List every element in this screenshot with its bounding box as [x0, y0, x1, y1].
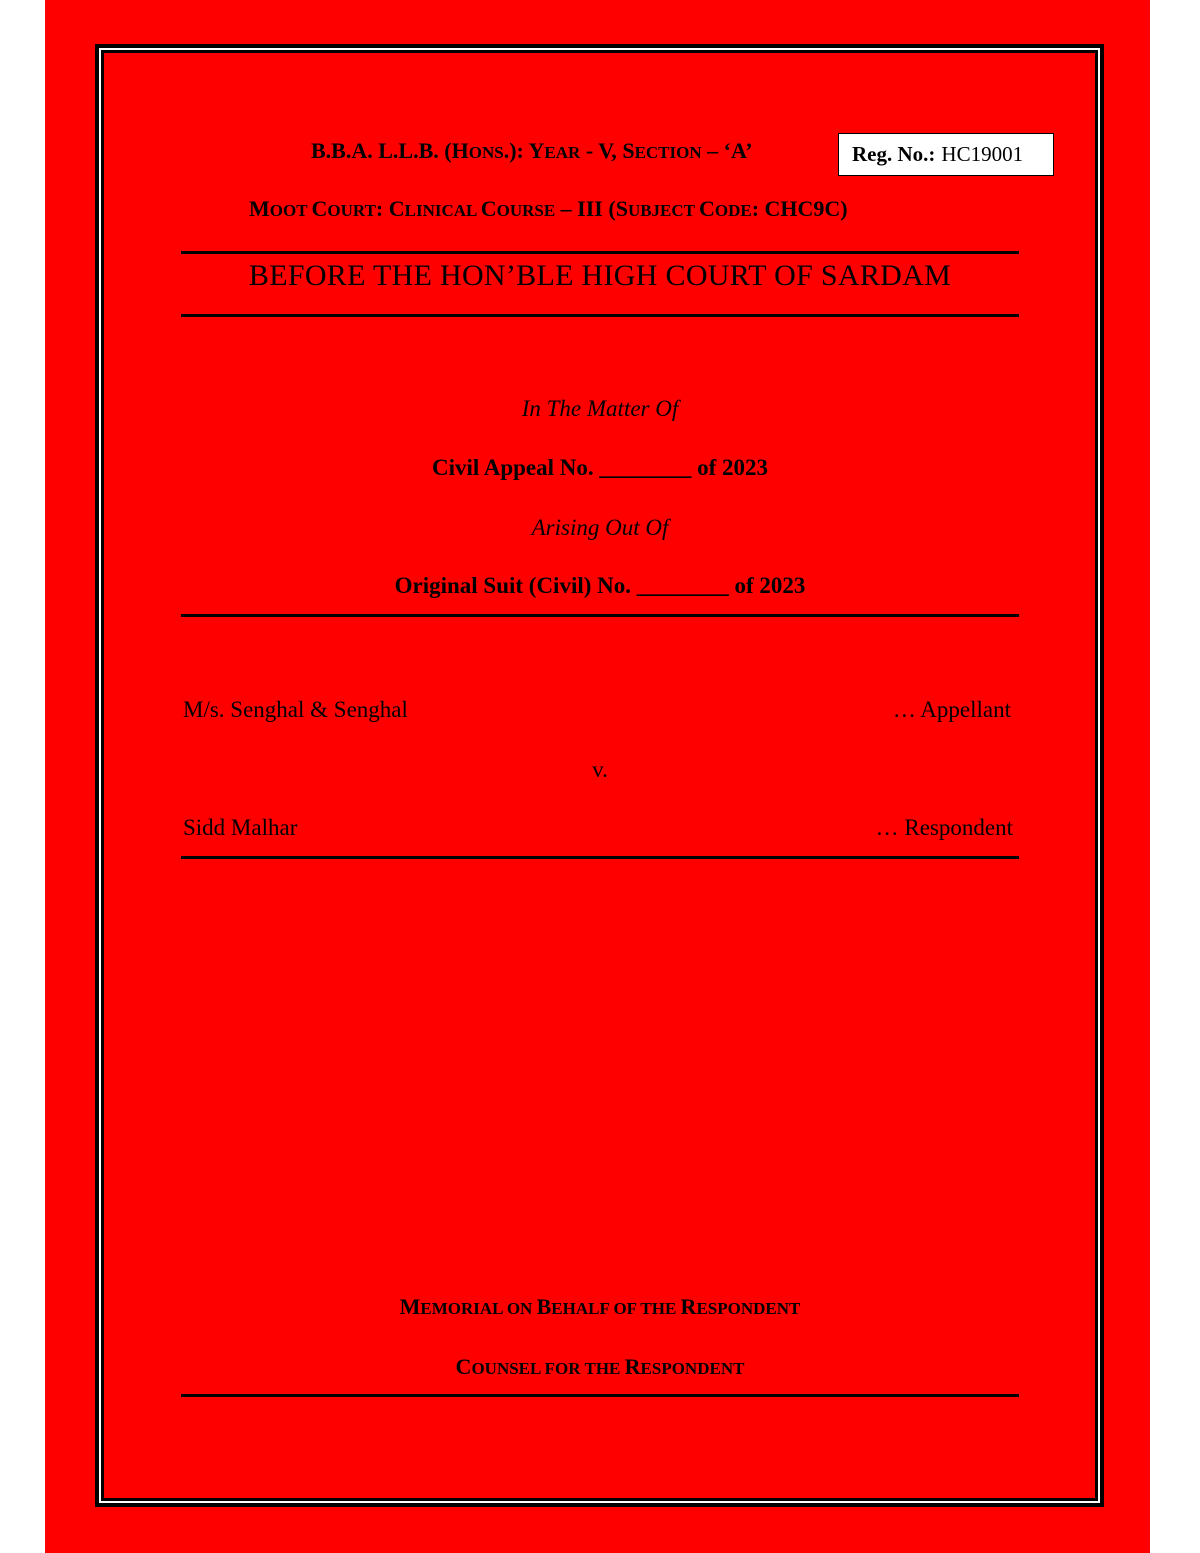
versus: v. [592, 757, 608, 782]
matter-rule [181, 614, 1019, 617]
in-the-matter-of: In The Matter Of [521, 396, 679, 421]
memorial-line: MEMORIAL ON BEHALF OF THE RESPONDENT [399, 1294, 801, 1319]
parties-rule [181, 856, 1019, 859]
registration-label: Reg. No.: [852, 142, 936, 166]
counsel-line: COUNSEL FOR THE RESPONDENT [455, 1354, 745, 1379]
course-line: B.B.A. L.L.B. (HONS.): YEAR - V, SECTION – ‘A’ [311, 138, 753, 163]
appellant-name: M/s. Senghal & Senghal [183, 697, 408, 722]
original-suit-number: Original Suit (Civil) No. ________ of 2023 [394, 573, 806, 598]
appellant-role: … Appellant [892, 697, 1011, 722]
arising-out-of: Arising Out Of [531, 515, 669, 540]
respondent-name: Sidd Malhar [183, 815, 298, 840]
moot-court-line: MOOT COURT: CLINICAL COURSE – III (SUBJECT CODE: CHC9C) [249, 196, 848, 221]
footer-rule [181, 1394, 1019, 1397]
title-rule-bottom [181, 314, 1019, 317]
civil-appeal-number: Civil Appeal No. ________ of 2023 [431, 455, 769, 480]
respondent-role: … Respondent [875, 815, 1013, 840]
title-rule-top [181, 251, 1019, 254]
registration-value: HC19001 [941, 142, 1024, 166]
court-title: BEFORE THE HON’BLE HIGH COURT OF SARDAM [248, 259, 952, 292]
registration-number-box [838, 133, 1054, 176]
